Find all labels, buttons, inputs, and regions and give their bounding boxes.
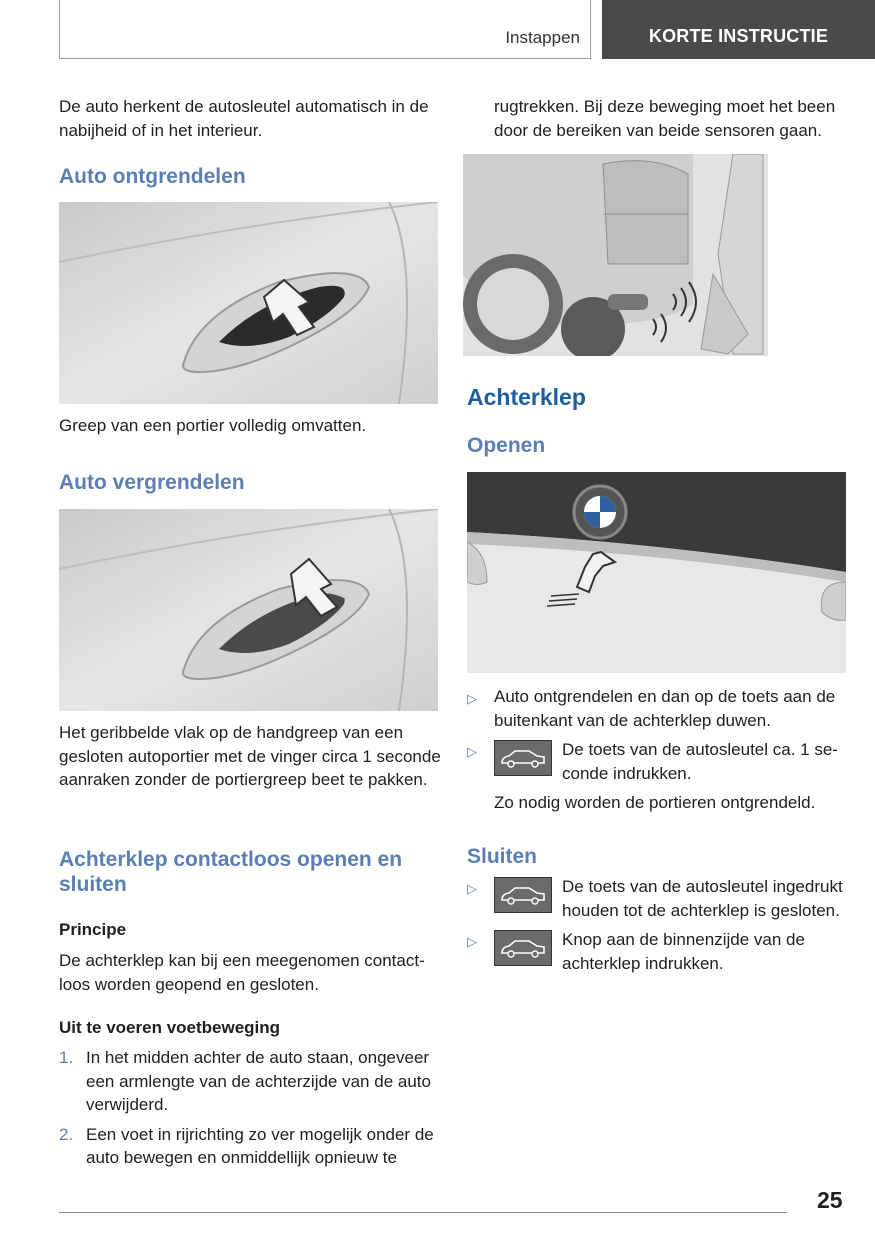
page-number: 25	[817, 1187, 843, 1213]
list-item	[467, 738, 852, 785]
car-tailgate-key-icon	[494, 740, 552, 776]
close-heading: Sluiten	[467, 845, 538, 868]
header-chapter-tab	[602, 0, 875, 59]
triangle-right-icon: ▷	[467, 691, 477, 706]
intro-paragraph: De auto herkent de autosleutel automatisch in de nabijheid of in het interieur.	[59, 97, 429, 140]
lock-door-handle-image	[59, 509, 438, 711]
continuation-paragraph: rugtrekken. Bij deze beweging moet het been door de bereiken van beide sensoren gaan.	[494, 97, 836, 140]
list-item	[467, 928, 852, 975]
unlock-door-handle-image	[59, 202, 438, 404]
header-chapter-label: KORTE INSTRUCTIE	[648, 26, 829, 46]
contactless-heading: Achterklep contactloos openen en sluiten	[59, 848, 403, 896]
list-item	[59, 1046, 444, 1117]
header-section-title: Instappen	[505, 28, 580, 47]
movement-steps-list	[59, 1046, 444, 1170]
step-text: In het midden achter de auto staan, ongeveer een armlengte van de achterzijde van de auto verwijderd.	[86, 1048, 431, 1114]
lock-heading: Auto vergrendelen	[59, 471, 245, 494]
list-item	[467, 685, 852, 732]
car-tailgate-key-icon	[494, 930, 552, 966]
principle-text: De achterklep kan bij een meegenomen contactloos worden geopend en gesloten.	[59, 951, 425, 994]
step-number: 1.	[59, 1048, 74, 1067]
movement-heading: Uit te voeren voetbeweging	[59, 1018, 281, 1037]
footer-divider	[59, 1212, 787, 1213]
list-item	[59, 1123, 444, 1170]
step-number: 2.	[59, 1124, 74, 1144]
tailgate-button-image	[467, 472, 846, 673]
unlock-instruction: Greep van een portier volledig omvatten.	[59, 416, 367, 435]
open-item-text: Auto ontgrendelen en dan op de toets aan de buitenkant van de achterklep duwen.	[494, 687, 836, 730]
step-text: Een voet in rijrichting zo ver mogelijk onder de auto bewegen en onmiddellijk opnieuw te	[86, 1124, 434, 1167]
close-item-text: De toets van de autosleutel ingedrukt houden tot de achterklep is gesloten.	[562, 877, 843, 920]
lock-instruction: Het geribbelde vlak op de handgreep van een gesloten autoportier met de vinger circa 1 seconde aanraken zonder de portiergreep beet te pakken.	[59, 723, 441, 789]
triangle-right-icon: ▷	[467, 744, 477, 759]
unlock-heading: Auto ontgrendelen	[59, 165, 246, 188]
close-instructions	[467, 875, 852, 975]
foot-gesture-image	[463, 154, 768, 356]
triangle-right-icon: ▷	[467, 934, 477, 949]
open-instructions	[467, 685, 852, 815]
list-item	[467, 875, 852, 922]
open-note: Zo nodig worden de portieren ontgrendeld.	[494, 793, 816, 812]
open-heading: Openen	[467, 434, 546, 457]
car-tailgate-key-icon	[494, 877, 552, 913]
principle-heading: Principe	[59, 920, 127, 939]
close-item-text: Knop aan de binnenzijde van de achterklep indrukken.	[562, 930, 805, 973]
triangle-right-icon: ▷	[467, 881, 477, 896]
tailgate-heading: Achterklep	[467, 384, 586, 410]
open-item-text: De toets van de autosleutel ca. 1 seconde indrukken.	[562, 740, 838, 783]
